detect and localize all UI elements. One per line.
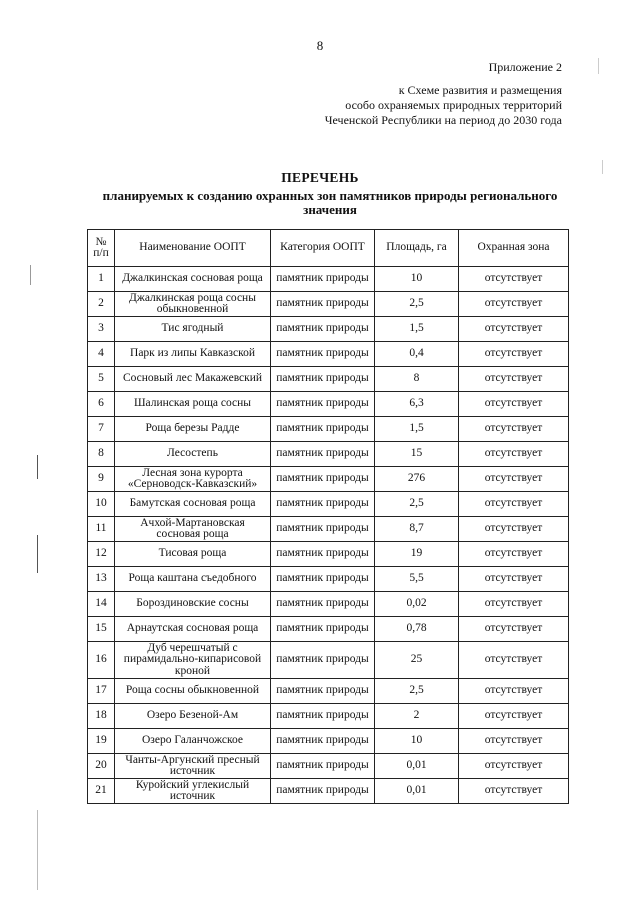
row-number: 7 xyxy=(88,417,115,442)
row-area: 0,02 xyxy=(375,592,459,617)
row-category: памятник природы xyxy=(271,292,375,317)
row-category: памятник природы xyxy=(271,392,375,417)
row-area: 0,4 xyxy=(375,342,459,367)
appendix-block xyxy=(325,60,562,128)
table-row xyxy=(88,542,569,567)
row-area: 6,3 xyxy=(375,392,459,417)
row-number: 8 xyxy=(88,442,115,467)
row-category: памятник природы xyxy=(271,642,375,679)
row-name: Роща березы Радде xyxy=(115,417,271,442)
row-number: 6 xyxy=(88,392,115,417)
row-name: Озеро Безеной-Ам xyxy=(115,704,271,729)
header-zone: Охранная зона xyxy=(459,230,569,267)
row-category: памятник природы xyxy=(271,542,375,567)
row-name: Джалкинская роща сосны обыкновенной xyxy=(115,292,271,317)
row-name: Сосновый лес Макажевский xyxy=(115,367,271,392)
row-category: памятник природы xyxy=(271,492,375,517)
row-number: 20 xyxy=(88,754,115,779)
row-name: Тис ягодный xyxy=(115,317,271,342)
appendix-line: к Схеме развития и размещения xyxy=(398,83,562,97)
row-zone: отсутствует xyxy=(459,754,569,779)
row-area: 10 xyxy=(375,729,459,754)
row-zone: отсутствует xyxy=(459,417,569,442)
row-number: 1 xyxy=(88,267,115,292)
header-number: № п/п xyxy=(88,230,115,267)
row-category: памятник природы xyxy=(271,267,375,292)
row-category: памятник природы xyxy=(271,754,375,779)
table-row xyxy=(88,342,569,367)
row-category: памятник природы xyxy=(271,567,375,592)
table-row xyxy=(88,704,569,729)
table-body xyxy=(88,267,569,804)
row-name: Куройский углекислый источник xyxy=(115,779,271,804)
row-zone: отсутствует xyxy=(459,367,569,392)
protected-zones-table xyxy=(87,229,569,804)
row-name: Роща сосны обыкновенной xyxy=(115,679,271,704)
row-zone: отсутствует xyxy=(459,292,569,317)
row-number: 15 xyxy=(88,617,115,642)
row-name: Джалкинская сосновая роща xyxy=(115,267,271,292)
table-row xyxy=(88,592,569,617)
row-area: 15 xyxy=(375,442,459,467)
appendix-title: Приложение 2 xyxy=(488,60,562,74)
page-number: 8 xyxy=(316,38,324,53)
row-area: 8 xyxy=(375,367,459,392)
row-number: 18 xyxy=(88,704,115,729)
row-number: 13 xyxy=(88,567,115,592)
row-zone: отсутствует xyxy=(459,317,569,342)
row-zone: отсутствует xyxy=(459,679,569,704)
row-name: Лесная зона курорта «Серноводск-Кавказский» xyxy=(115,467,271,492)
table-row xyxy=(88,367,569,392)
row-area: 10 xyxy=(375,267,459,292)
row-category: памятник природы xyxy=(271,517,375,542)
row-name: Роща каштана съедобного xyxy=(115,567,271,592)
row-area: 2,5 xyxy=(375,679,459,704)
row-name: Парк из липы Кавказской xyxy=(115,342,271,367)
row-zone: отсутствует xyxy=(459,392,569,417)
scan-mark xyxy=(602,160,603,174)
table-row xyxy=(88,642,569,679)
row-area: 1,5 xyxy=(375,317,459,342)
row-category: памятник природы xyxy=(271,729,375,754)
row-category: памятник природы xyxy=(271,417,375,442)
row-category: памятник природы xyxy=(271,617,375,642)
row-number: 14 xyxy=(88,592,115,617)
header-name: Наименование ООПТ xyxy=(115,230,271,267)
row-area: 19 xyxy=(375,542,459,567)
row-number: 11 xyxy=(88,517,115,542)
header-category: Категория ООПТ xyxy=(271,230,375,267)
scan-mark xyxy=(30,265,31,285)
table-row xyxy=(88,292,569,317)
table-row xyxy=(88,467,569,492)
row-name: Лесостепь xyxy=(115,442,271,467)
row-area: 276 xyxy=(375,467,459,492)
table-header-row xyxy=(88,230,569,267)
row-category: памятник природы xyxy=(271,367,375,392)
table-row xyxy=(88,754,569,779)
table-row xyxy=(88,617,569,642)
header-area: Площадь, га xyxy=(375,230,459,267)
row-category: памятник природы xyxy=(271,592,375,617)
row-area: 25 xyxy=(375,642,459,679)
row-category: памятник природы xyxy=(271,442,375,467)
table-row xyxy=(88,517,569,542)
row-area: 8,7 xyxy=(375,517,459,542)
row-zone: отсутствует xyxy=(459,467,569,492)
table-row xyxy=(88,417,569,442)
table-row xyxy=(88,729,569,754)
appendix-line: Чеченской Республики на период до 2030 года xyxy=(324,113,562,127)
row-area: 2 xyxy=(375,704,459,729)
scan-mark xyxy=(37,535,38,573)
row-category: памятник природы xyxy=(271,679,375,704)
table-row xyxy=(88,779,569,804)
row-area: 0,01 xyxy=(375,779,459,804)
row-zone: отсутствует xyxy=(459,779,569,804)
row-area: 1,5 xyxy=(375,417,459,442)
row-number: 19 xyxy=(88,729,115,754)
row-name: Ачхой-Мартановская сосновая роща xyxy=(115,517,271,542)
table-row xyxy=(88,492,569,517)
document-subtitle: планируемых к созданию охранных зон памятников природы регионального значения xyxy=(102,188,558,217)
row-number: 10 xyxy=(88,492,115,517)
row-number: 5 xyxy=(88,367,115,392)
row-zone: отсутствует xyxy=(459,492,569,517)
row-area: 0,78 xyxy=(375,617,459,642)
row-category: памятник природы xyxy=(271,317,375,342)
row-zone: отсутствует xyxy=(459,342,569,367)
row-name: Бороздиновские сосны xyxy=(115,592,271,617)
scan-mark xyxy=(37,455,38,479)
row-zone: отсутствует xyxy=(459,442,569,467)
table-row xyxy=(88,679,569,704)
table-row xyxy=(88,267,569,292)
row-zone: отсутствует xyxy=(459,704,569,729)
row-number: 12 xyxy=(88,542,115,567)
table-row xyxy=(88,392,569,417)
row-number: 9 xyxy=(88,467,115,492)
row-area: 2,5 xyxy=(375,292,459,317)
row-category: памятник природы xyxy=(271,467,375,492)
row-zone: отсутствует xyxy=(459,517,569,542)
row-zone: отсутствует xyxy=(459,542,569,567)
row-number: 17 xyxy=(88,679,115,704)
row-zone: отсутствует xyxy=(459,617,569,642)
row-name: Тисовая роща xyxy=(115,542,271,567)
table-row xyxy=(88,567,569,592)
row-zone: отсутствует xyxy=(459,729,569,754)
row-category: памятник природы xyxy=(271,779,375,804)
row-category: памятник природы xyxy=(271,342,375,367)
row-number: 2 xyxy=(88,292,115,317)
row-name: Бамутская сосновая роща xyxy=(115,492,271,517)
row-number: 4 xyxy=(88,342,115,367)
row-number: 16 xyxy=(88,642,115,679)
scan-mark xyxy=(598,58,599,74)
row-area: 0,01 xyxy=(375,754,459,779)
row-category: памятник природы xyxy=(271,704,375,729)
document-title: ПЕРЕЧЕНЬ xyxy=(281,170,359,185)
row-zone: отсутствует xyxy=(459,592,569,617)
table-row xyxy=(88,442,569,467)
row-zone: отсутствует xyxy=(459,642,569,679)
row-name: Шалинская роща сосны xyxy=(115,392,271,417)
row-number: 21 xyxy=(88,779,115,804)
scan-mark xyxy=(37,810,38,890)
row-name: Арнаутская сосновая роща xyxy=(115,617,271,642)
row-zone: отсутствует xyxy=(459,567,569,592)
row-number: 3 xyxy=(88,317,115,342)
row-area: 5,5 xyxy=(375,567,459,592)
table-row xyxy=(88,317,569,342)
row-name: Чанты-Аргунский пресный источник xyxy=(115,754,271,779)
appendix-line: особо охраняемых природных территорий xyxy=(345,98,562,112)
row-area: 2,5 xyxy=(375,492,459,517)
row-name: Озеро Галанчожское xyxy=(115,729,271,754)
row-zone: отсутствует xyxy=(459,267,569,292)
row-name: Дуб черешчатый с пирамидально-кипарисовой кроной xyxy=(115,642,271,679)
